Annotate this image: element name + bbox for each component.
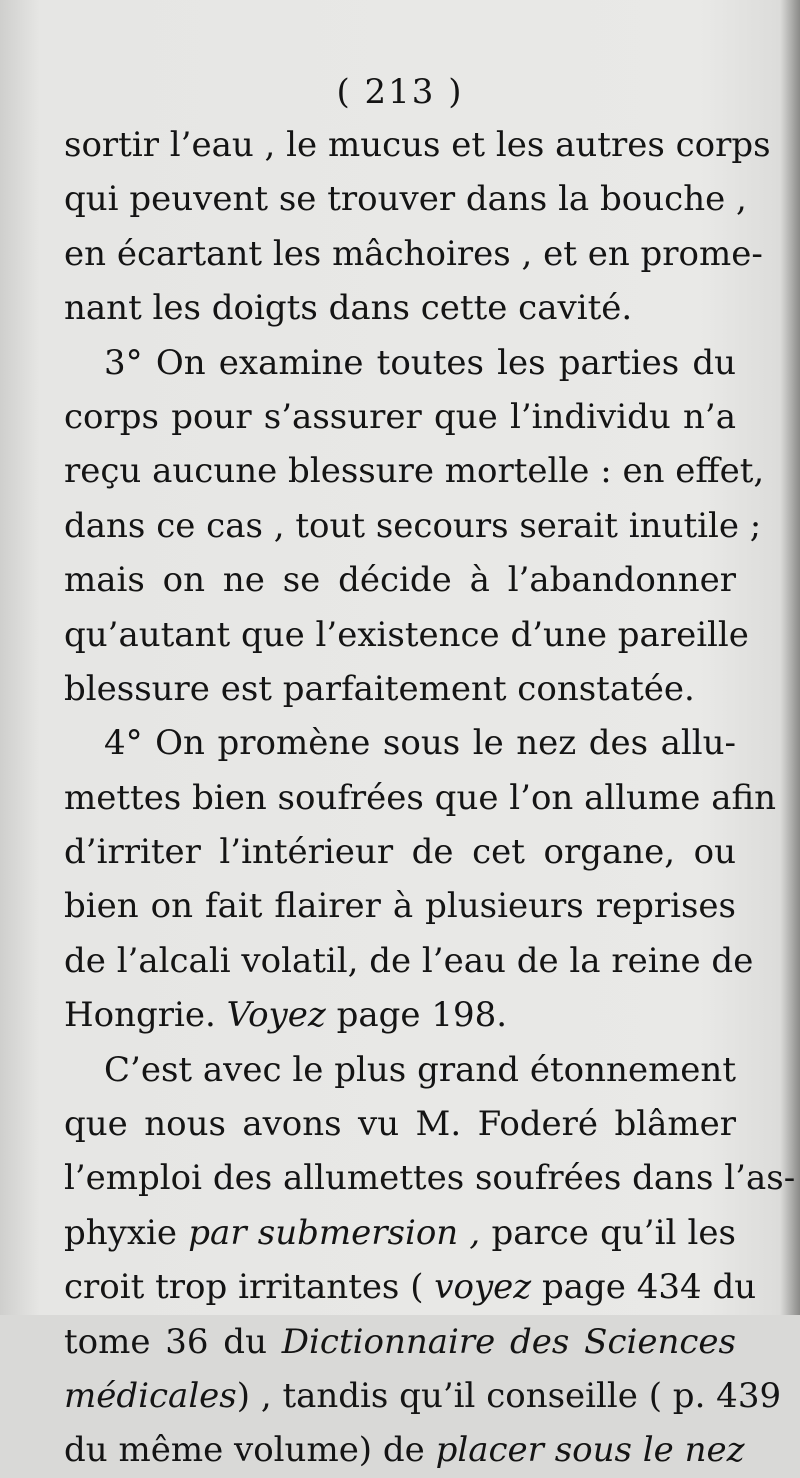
text-run: que nous avons vu M. Foderé blâmer: [64, 1104, 736, 1145]
text-run: l’emploi des allumettes soufrées dans l’as-: [64, 1158, 796, 1199]
text-line: [64, 1315, 736, 1369]
text-run: qu’autant que l’existence d’une pareille: [64, 614, 749, 655]
text-line: [64, 1369, 782, 1423]
text-line: [64, 172, 747, 226]
text-line: [64, 1097, 736, 1151]
text-line: [64, 553, 736, 607]
text-run: blessure est parfaitement constatée.: [64, 668, 695, 709]
text-line: [64, 1260, 757, 1314]
text-line: [64, 390, 736, 444]
text-run: phyxie: [64, 1212, 178, 1253]
text-run: qui peuvent se trouver dans la bouche ,: [64, 179, 747, 220]
italic-run: placer sous le nez: [435, 1430, 745, 1471]
text-run: nant les doigts dans cette cavité.: [64, 288, 633, 329]
text-run: croit trop irritantes (: [64, 1267, 424, 1308]
text-run: Hongrie.: [64, 995, 216, 1036]
text-line: [64, 1151, 796, 1205]
text-line: [64, 988, 736, 1042]
text-run: page 434 du: [531, 1267, 757, 1308]
text-run: tome 36 du: [64, 1321, 267, 1362]
text-run: du même volume) de: [64, 1430, 425, 1471]
text-run: corps pour s’assurer que l’individu n’a: [64, 396, 736, 437]
italic-run: médicales: [64, 1375, 237, 1416]
text-run: parce qu’il les: [480, 1212, 737, 1253]
text-line: [64, 825, 736, 879]
text-line: [64, 1423, 745, 1477]
text-line: [64, 934, 754, 988]
text-run: page 198.: [325, 995, 508, 1036]
text-run: d’irriter l’intérieur de cet organe, ou: [64, 832, 736, 873]
text-line: [64, 608, 749, 662]
text-run: 3° On examine toutes les parties du: [104, 342, 736, 383]
text-line: [64, 227, 763, 281]
text-line: [64, 444, 765, 498]
text-line: [64, 1043, 736, 1097]
text-line: [64, 1206, 736, 1260]
italic-run: voyez: [434, 1267, 532, 1308]
text-run: en écartant les mâchoires , et en prome-: [64, 233, 763, 274]
text-run: bien on fait flairer à plusieurs reprises: [64, 886, 736, 927]
text-run: dans ce cas , tout secours serait inutile ;: [64, 505, 762, 546]
text-line: [64, 662, 736, 716]
text-line: [64, 499, 762, 553]
text-run: C’est avec le plus grand étonnement: [104, 1049, 736, 1090]
page-number: ( 213 ): [336, 72, 464, 112]
text-line: [64, 771, 777, 825]
text-run: 4° On promène sous le nez des allu-: [104, 723, 736, 764]
text-run: mais on ne se décide à l’abandonner: [64, 560, 736, 601]
text-line: [64, 281, 736, 335]
text-line: [64, 879, 736, 933]
text-run: de l’alcali volatil, de l’eau de la reine de: [64, 940, 754, 981]
body-text: [64, 118, 796, 1478]
text-run: ) , tandis qu’il conseille ( p. 439: [236, 1375, 782, 1416]
text-run: reçu aucune blessure mortelle : en effet,: [64, 451, 765, 492]
text-run: sortir l’eau , le mucus et les autres corps: [64, 125, 771, 165]
italic-run: Voyez: [226, 995, 326, 1036]
text-run: mettes bien soufrées que l’on allume afin: [64, 777, 777, 818]
text-line: [64, 118, 771, 172]
text-line: [64, 336, 736, 390]
italic-run: par submersion ,: [188, 1212, 481, 1253]
italic-run: Dictionnaire des Sciences: [281, 1321, 736, 1362]
text-line: [64, 716, 736, 770]
